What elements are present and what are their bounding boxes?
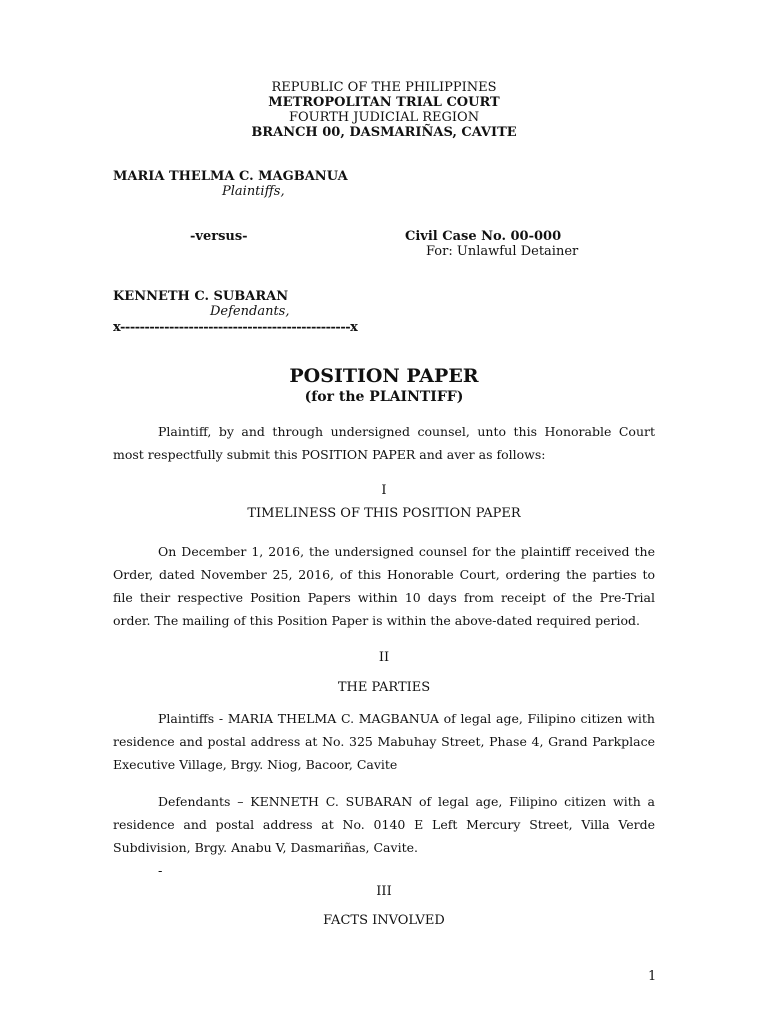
defendant-name: KENNETH C. SUBARAN <box>113 289 289 304</box>
stray-dash: - <box>158 864 163 879</box>
section-1-numeral: I <box>381 483 387 498</box>
header-court: METROPOLITAN TRIAL COURT <box>268 95 500 110</box>
versus-label: -versus- <box>190 229 248 244</box>
section-1-paragraph <box>113 540 655 632</box>
section-1-heading: TIMELINESS OF THIS POSITION PAPER <box>247 506 521 521</box>
section-3-numeral: III <box>376 884 392 899</box>
section-2-numeral: II <box>378 650 390 665</box>
page-number: 1 <box>648 969 657 984</box>
defendant-role: Defendants, <box>210 304 290 319</box>
case-nature: For: Unlawful Detainer <box>426 244 579 259</box>
plaintiff-role: Plaintiffs, <box>222 184 285 199</box>
intro-text: Plaintiff, by and through undersigned counsel, unto this Honorable Court most respectfully submit this POSITION PAPER and aver as follows: <box>113 424 655 462</box>
case-number: Civil Case No. 00-000 <box>405 229 562 244</box>
plaintiff-name: MARIA THELMA C. MAGBANUA <box>113 169 348 184</box>
section-3-heading: FACTS INVOLVED <box>323 913 445 928</box>
header-region: FOURTH JUDICIAL REGION <box>288 110 480 125</box>
document-subtitle: (for the PLAINTIFF) <box>304 389 464 405</box>
section-2-heading: THE PARTIES <box>337 680 431 695</box>
plaintiff-party-text: Plaintiffs - MARIA THELMA C. MAGBANUA of legal age, Filipino citizen with residence and postal address at No. 325 Mabuhay Street, Phase 4, Grand Parkplace Executive Village, Brgy. Niog, Bacoor, Cavite <box>113 711 655 772</box>
defendant-party-text: Defendants – KENNETH C. SUBARAN of legal age, Filipino citizen with a residence and postal address at No. 0140 E Left Mercury Street, Villa Verde Subdivision, Brgy. Anabu V, Dasmariñas, Cavite. <box>113 794 655 855</box>
section-1-text: On December 1, 2016, the undersigned counsel for the plaintiff received the Order, dated November 25, 2016, of this Honorable Court, ordering the parties to file their respective Position Papers within 10 days from receipt of the Pre-Trial order. The mailing of this Position Paper is within the above-dated required period. <box>113 544 655 628</box>
header-branch: BRANCH 00, DASMARIÑAS, CAVITE <box>251 125 517 140</box>
caption-separator: x-----------------------------------------------x <box>113 320 358 335</box>
document-title: POSITION PAPER <box>289 365 479 387</box>
header-republic: REPUBLIC OF THE PHILIPPINES <box>271 80 497 95</box>
intro-paragraph <box>113 420 655 466</box>
plaintiff-party-paragraph <box>113 707 655 776</box>
defendant-party-paragraph <box>113 790 655 859</box>
